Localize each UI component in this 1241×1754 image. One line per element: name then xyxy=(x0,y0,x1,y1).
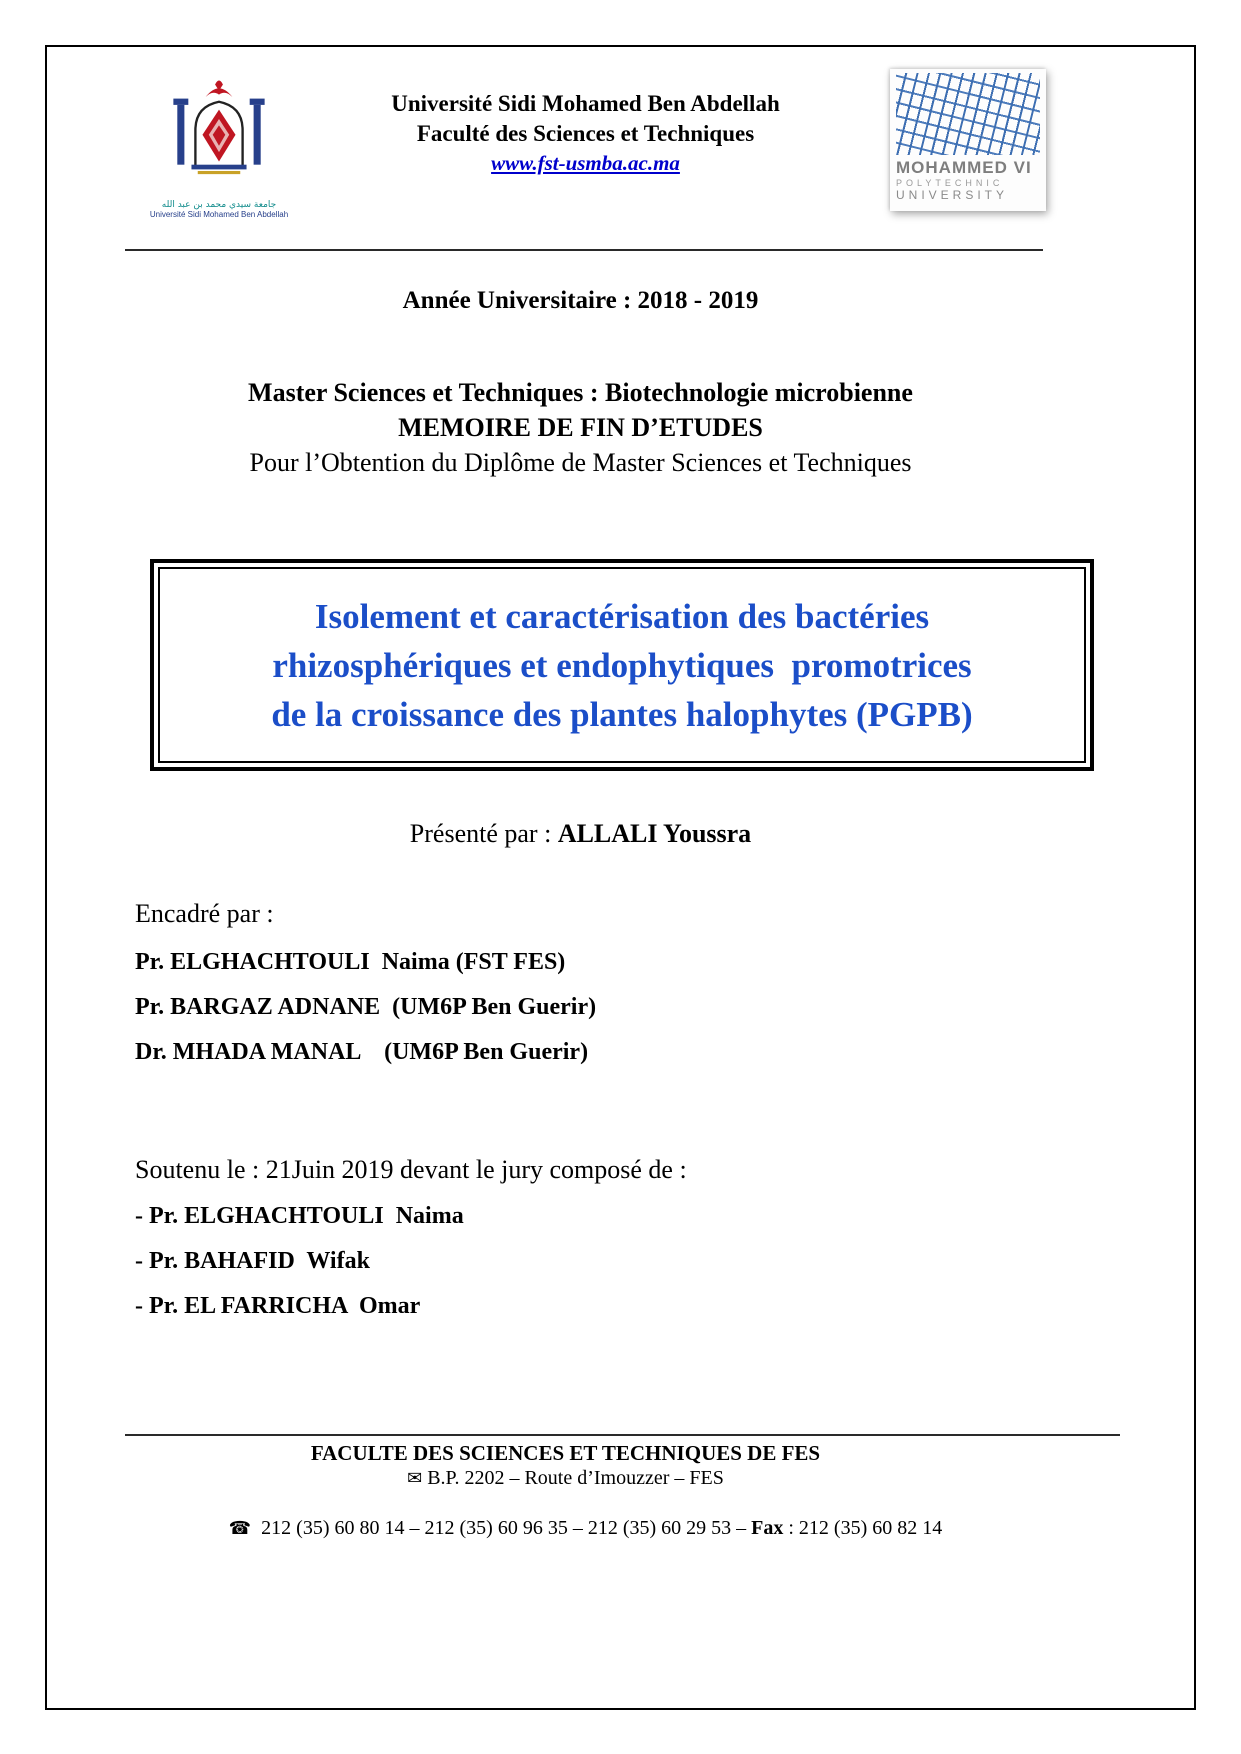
um6p-logo xyxy=(890,69,1046,211)
program-line: Master Sciences et Techniques : Biotechnologie microbienne xyxy=(248,378,913,407)
um6p-logo-line3: UNIVERSITY xyxy=(896,188,1009,202)
um6p-logo-line2: POLYTECHNIC xyxy=(896,178,1004,188)
header-university-name: Université Sidi Mohamed Ben Abdellah xyxy=(391,91,780,116)
supervisor-3: Dr. MHADA MANAL (UM6P Ben Guerir) xyxy=(135,1039,589,1065)
supervised-by-label: Encadré par : xyxy=(135,899,274,928)
header-faculty-name: Faculté des Sciences et Techniques xyxy=(416,121,755,146)
header-divider xyxy=(125,249,1043,251)
thesis-title-box xyxy=(150,559,1094,771)
jury-member-3: - Pr. EL FARRICHA Omar xyxy=(135,1293,421,1319)
footer-address-line xyxy=(47,1466,1084,1491)
footer-fax-number: : 212 (35) 60 82 14 xyxy=(783,1517,943,1539)
thesis-title-inner-frame xyxy=(158,567,1086,763)
thesis-title-line-2: rhizosphériques et endophytiques promotrices xyxy=(272,645,972,685)
presented-by-label: Présenté par : xyxy=(409,819,558,848)
jury-member-2: - Pr. BAHAFID Wifak xyxy=(135,1248,370,1274)
footer-fax-label: Fax xyxy=(751,1517,784,1539)
jury-member-1: - Pr. ELGHACHTOULI Naima xyxy=(135,1203,464,1229)
supervisor-1: Pr. ELGHACHTOULI Naima (FST FES) xyxy=(135,949,566,975)
um6p-logo-text xyxy=(896,158,1040,202)
author-name: ALLALI Youssra xyxy=(557,819,752,848)
footer-phone-numbers: 212 (35) 60 80 14 – 212 (35) 60 96 35 – 212 (35) 60 29 53 – xyxy=(251,1517,752,1539)
fst-logo-caption-french: Université Sidi Mohamed Ben Abdellah xyxy=(149,210,289,219)
presented-by-line xyxy=(47,819,1114,849)
program-block xyxy=(47,375,1114,480)
diploma-line: Pour l’Obtention du Diplôme de Master Sciences et Techniques xyxy=(249,448,912,477)
memoire-line: MEMOIRE DE FIN D’ETUDES xyxy=(398,413,763,442)
thesis-title-line-1: Isolement et caractérisation des bactéries xyxy=(314,596,930,636)
phone-icon: ☎ xyxy=(228,1518,252,1539)
thesis-title-line-3: de la croissance des plantes halophytes (PGPB) xyxy=(271,694,973,734)
footer-block xyxy=(47,1440,1084,1566)
faculty-website-link[interactable]: www.fst-usmba.ac.ma xyxy=(491,151,680,175)
footer-address: B.P. 2202 – Route d’Imouzzer – FES xyxy=(422,1467,724,1489)
defense-date-line: Soutenu le : 21Juin 2019 devant le jury composé de : xyxy=(135,1155,687,1184)
fst-logo-captions xyxy=(139,200,299,220)
um6p-mesh-pattern-icon xyxy=(896,73,1040,155)
mail-icon: ✉ xyxy=(407,1468,423,1489)
page-border-frame xyxy=(45,45,1196,1710)
fst-logo-caption-arabic: جامعة سيدي محمد بن عبد الله xyxy=(161,200,277,210)
academic-year-line: Année Universitaire : 2018 - 2019 xyxy=(402,287,759,314)
um6p-logo-line1: MOHAMMED VI xyxy=(896,158,1032,177)
supervisor-2: Pr. BARGAZ ADNANE (UM6P Ben Guerir) xyxy=(135,994,597,1020)
footer-divider xyxy=(125,1434,1120,1436)
footer-phone-line xyxy=(47,1491,1084,1566)
footer-faculty-name: FACULTE DES SCIENCES ET TECHNIQUES DE FES xyxy=(310,1441,821,1465)
